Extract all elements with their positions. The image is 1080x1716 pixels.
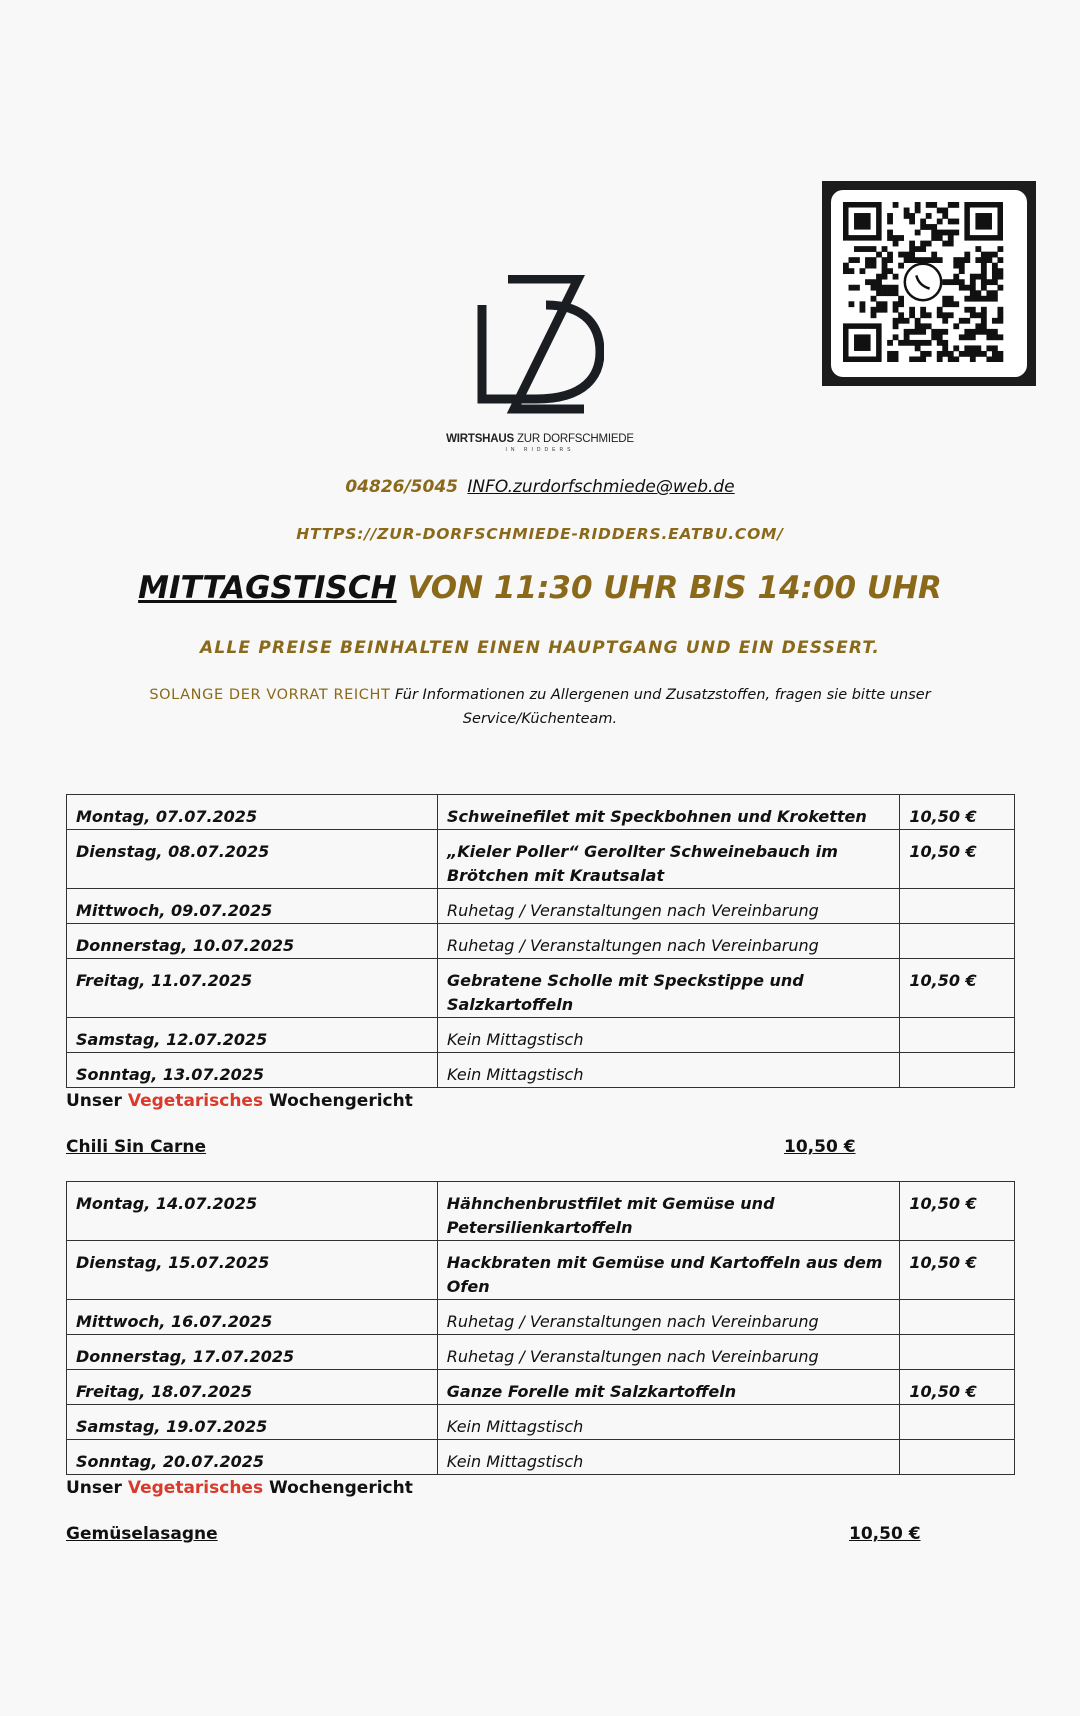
- veg-heading-1: Unser Vegetarisches Wochengericht: [66, 1091, 413, 1111]
- table-row: [67, 924, 1015, 959]
- price-cell: [900, 1335, 1015, 1370]
- price-cell: [900, 1018, 1015, 1053]
- table-row: [67, 1440, 1015, 1475]
- dish-cell: „Kieler Poller“ Gerollter Schweinebauch im Brötchen mit Krautsalat: [437, 830, 899, 889]
- day-cell: Montag, 14.07.2025: [67, 1182, 438, 1241]
- day-cell: Sonntag, 13.07.2025: [67, 1053, 438, 1088]
- price-cell: 10,50 €: [900, 830, 1015, 889]
- week-table-2: [66, 1181, 1015, 1475]
- veg-dish-2: Gemüselasagne: [66, 1524, 218, 1544]
- table-row: [67, 1370, 1015, 1405]
- table-row: [67, 1053, 1015, 1088]
- qr-pattern: [843, 202, 1015, 362]
- phone-number[interactable]: 04826/5045: [345, 477, 458, 497]
- table-row: [67, 1182, 1015, 1241]
- week-table-1: [66, 794, 1015, 1088]
- price-cell: [900, 889, 1015, 924]
- price-cell: [900, 1405, 1015, 1440]
- day-cell: Donnerstag, 10.07.2025: [67, 924, 438, 959]
- day-cell: Freitag, 11.07.2025: [67, 959, 438, 1018]
- price-cell: 10,50 €: [900, 959, 1015, 1018]
- logo-subtitle: IN RIDDERS: [505, 447, 575, 453]
- veg-heading-2: Unser Vegetarisches Wochengericht: [66, 1478, 413, 1498]
- allergen-info: SOLANGE DER VORRAT REICHT Für Informationen zu Allergenen und Zusatzstoffen, fragen sie bitte unser Service/Küchenteam.: [149, 687, 931, 727]
- day-cell: Samstag, 12.07.2025: [67, 1018, 438, 1053]
- table-row: [67, 1241, 1015, 1300]
- table-row: [67, 1018, 1015, 1053]
- table-row: [67, 1335, 1015, 1370]
- price-cell: [900, 1440, 1015, 1475]
- table-row: [67, 1405, 1015, 1440]
- dish-cell: Kein Mittagstisch: [437, 1053, 899, 1088]
- whatsapp-icon: [905, 264, 941, 300]
- day-cell: Dienstag, 15.07.2025: [67, 1241, 438, 1300]
- dz-logo-icon: [476, 275, 604, 420]
- dish-cell: Ruhetag / Veranstaltungen nach Vereinbarung: [437, 1300, 900, 1335]
- website-link[interactable]: HTTPS://ZUR-DORFSCHMIEDE-RIDDERS.EATBU.COM/: [296, 525, 784, 543]
- day-cell: Mittwoch, 16.07.2025: [67, 1300, 438, 1335]
- dish-cell: Kein Mittagstisch: [437, 1405, 900, 1440]
- veg-price-1: 10,50 €: [784, 1137, 856, 1157]
- dish-cell: Ruhetag / Veranstaltungen nach Vereinbarung: [437, 889, 899, 924]
- dish-cell: Gebratene Scholle mit Speckstippe und Salzkartoffeln: [437, 959, 899, 1018]
- price-cell: [900, 1300, 1015, 1335]
- day-cell: Freitag, 18.07.2025: [67, 1370, 438, 1405]
- dish-cell: Ruhetag / Veranstaltungen nach Vereinbarung: [437, 924, 899, 959]
- dish-cell: Ruhetag / Veranstaltungen nach Vereinbarung: [437, 1335, 900, 1370]
- page-title: MITTAGSTISCH VON 11:30 UHR BIS 14:00 UHR: [138, 570, 942, 606]
- contact-line: [0, 477, 1080, 497]
- price-cell: 10,50 €: [900, 795, 1015, 830]
- day-cell: Dienstag, 08.07.2025: [67, 830, 438, 889]
- day-cell: Sonntag, 20.07.2025: [67, 1440, 438, 1475]
- table-row: [67, 959, 1015, 1018]
- table-row: [67, 795, 1015, 830]
- dish-cell: Schweinefilet mit Speckbohnen und Kroketten: [437, 795, 899, 830]
- dish-cell: Kein Mittagstisch: [437, 1440, 900, 1475]
- veg-price-2: 10,50 €: [849, 1524, 921, 1544]
- email-link[interactable]: INFO.zurdorfschmiede@web.de: [467, 477, 735, 497]
- dish-cell: Ganze Forelle mit Salzkartoffeln: [437, 1370, 900, 1405]
- day-cell: Samstag, 19.07.2025: [67, 1405, 438, 1440]
- restaurant-logo: [440, 275, 640, 460]
- price-cell: 10,50 €: [900, 1241, 1015, 1300]
- prices-note: ALLE PREISE BEINHALTEN EINEN HAUPTGANG UND EIN DESSERT.: [200, 638, 880, 658]
- price-cell: [900, 1053, 1015, 1088]
- dish-cell: Kein Mittagstisch: [437, 1018, 899, 1053]
- table-row: [67, 889, 1015, 924]
- price-cell: 10,50 €: [900, 1370, 1015, 1405]
- day-cell: Montag, 07.07.2025: [67, 795, 438, 830]
- price-cell: 10,50 €: [900, 1182, 1015, 1241]
- table-row: [67, 830, 1015, 889]
- day-cell: Mittwoch, 09.07.2025: [67, 889, 438, 924]
- qr-code[interactable]: [822, 181, 1036, 386]
- price-cell: [900, 924, 1015, 959]
- veg-dish-1: Chili Sin Carne: [66, 1137, 207, 1157]
- logo-name: WIRTSHAUS ZUR DORFSCHMIEDE: [446, 433, 634, 445]
- dish-cell: Hackbraten mit Gemüse und Kartoffeln aus dem Ofen: [437, 1241, 900, 1300]
- day-cell: Donnerstag, 17.07.2025: [67, 1335, 438, 1370]
- qr-code-inner: [831, 190, 1027, 377]
- table-row: [67, 1300, 1015, 1335]
- dish-cell: Hähnchenbrustfilet mit Gemüse und Petersilienkartoffeln: [437, 1182, 900, 1241]
